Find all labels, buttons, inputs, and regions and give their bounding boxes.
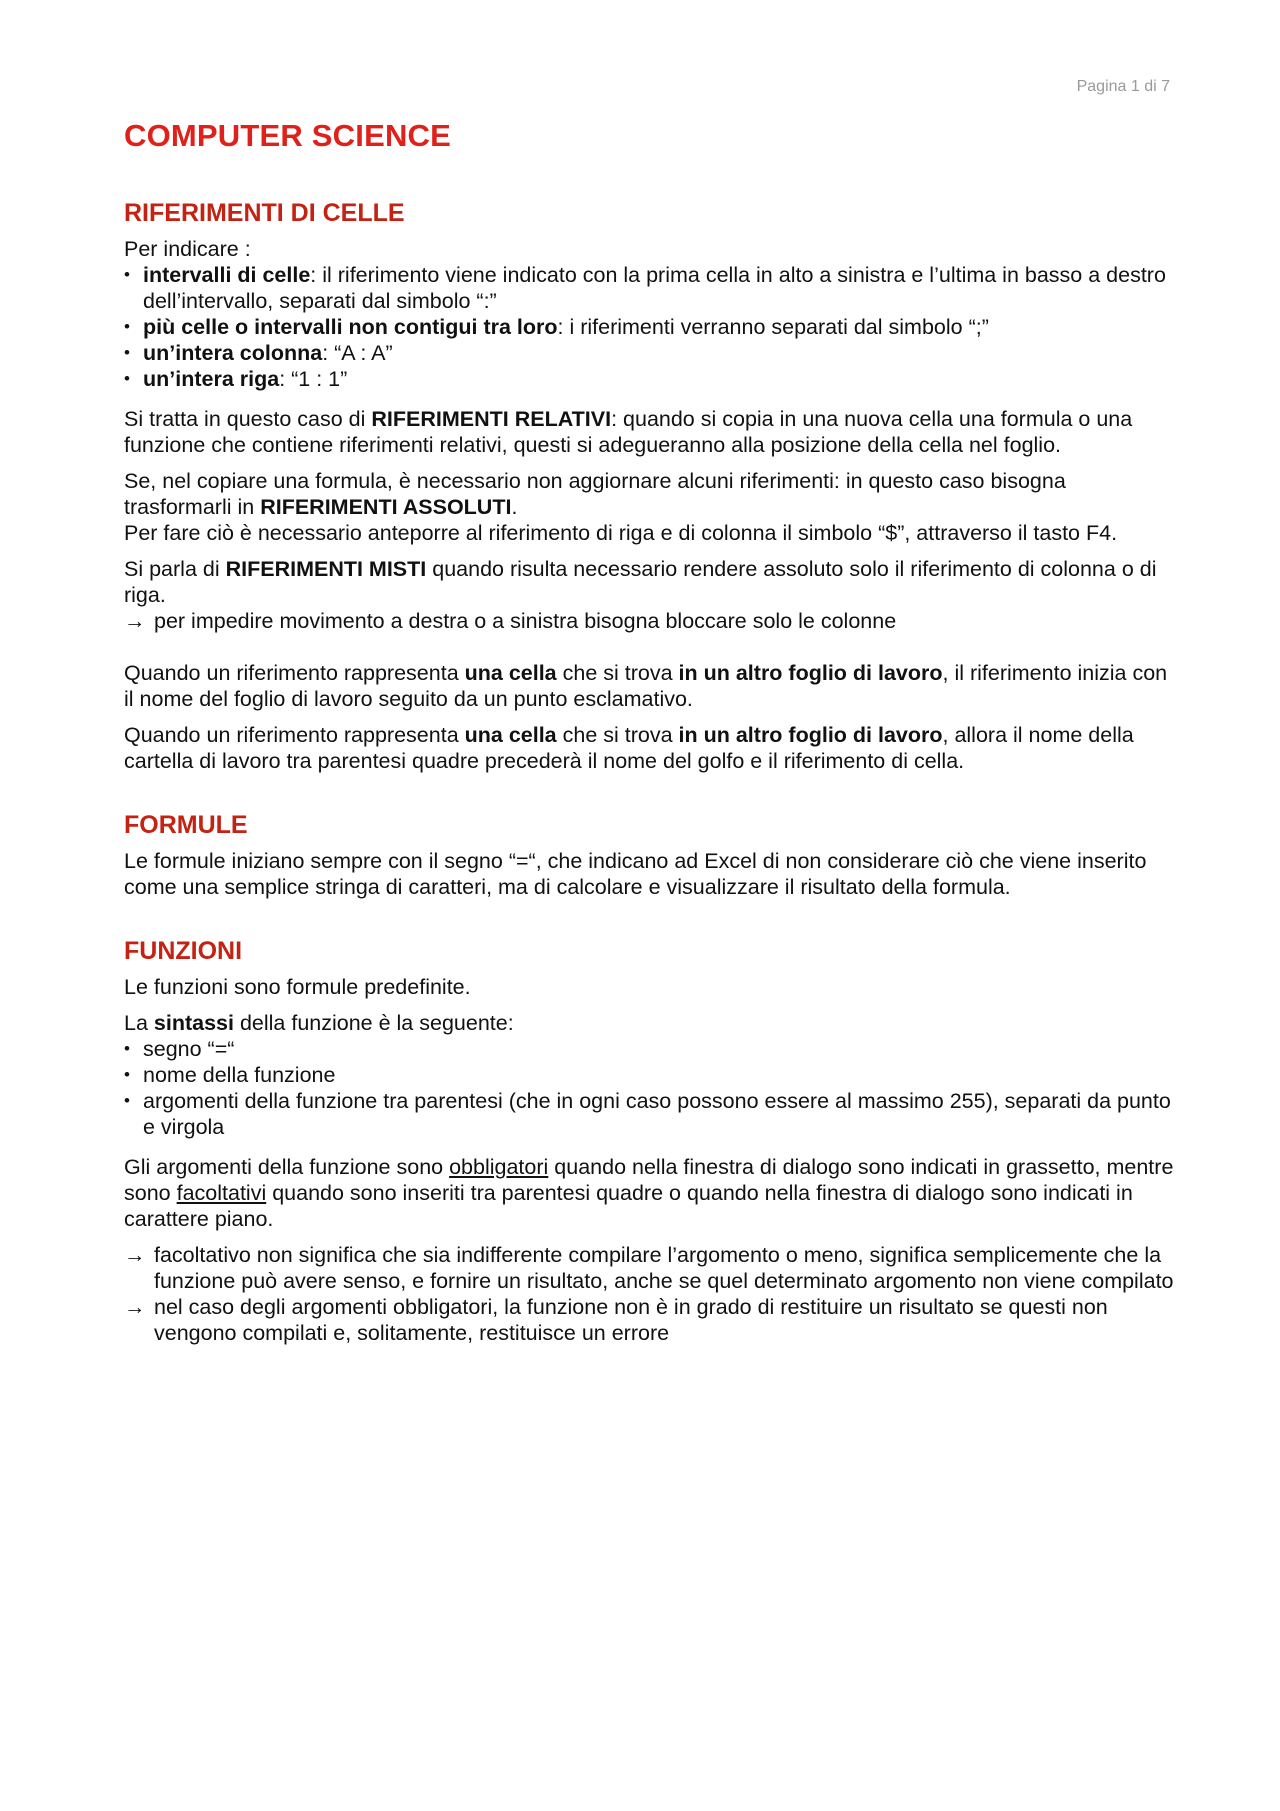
paragraph-sintassi: La sintassi della funzione è la seguente:	[124, 1011, 514, 1035]
list-item: → facoltativo non significa che sia indifferente compilare l’argomento o meno, significa semplicemente che la funzione può avere senso, e fornire un risultato, anche se quel determinato argomento non viene compilato	[124, 1243, 1174, 1293]
page-number: Pagina 1 di 7	[1076, 78, 1170, 95]
paragraph-argomenti: Gli argomenti della funzione sono obbligatori quando nella finestra di dialogo sono indicati in grassetto, mentre sono facoltativi quando sono inseriti tra parentesi quadre o quando nella finestra di dialogo sono indicati in carattere piano.	[124, 1155, 1174, 1231]
paragraph-assoluti-f4: Per fare ciò è necessario anteporre al riferimento di riga e di colonna il simbolo “$”, attraverso il tasto F4.	[124, 521, 1118, 545]
paragraph-intro: Per indicare :	[124, 237, 251, 261]
list-item: → nel caso degli argomenti obbligatori, la funzione non è in grado di restituire un risultato se questi non vengono compilati e, solitamente, restituisce un errore	[124, 1295, 1108, 1345]
arrow-right-icon: →	[124, 1295, 146, 1319]
list-item: • segno “=“	[124, 1036, 1174, 1062]
bullet-list-sintassi	[124, 1036, 1174, 1140]
paragraph-altra-cartella: Quando un riferimento rappresenta una cella che si trova in un altro foglio di lavoro, allora il nome della cartella di lavoro tra parentesi quadre precederà il nome del golfo e il riferimento di cella.	[124, 723, 1134, 773]
arrow-right-icon: →	[124, 609, 146, 633]
list-item: • più celle o intervalli non contigui tra loro: i riferimenti verranno separati dal simbolo “;”	[124, 314, 1174, 340]
paragraph-misti: Si parla di RIFERIMENTI MISTI quando risulta necessario rendere assoluto solo il riferimento di colonna o di riga.	[124, 557, 1157, 607]
bullet-list-riferimenti	[124, 262, 1174, 392]
paragraph-assoluti: Se, nel copiare una formula, è necessario non aggiornare alcuni riferimenti: in questo caso bisogna trasformarli in RIFERIMENTI ASSOLUTI.	[124, 469, 1066, 519]
section-heading-funzioni: FUNZIONI	[124, 937, 243, 965]
paragraph-altro-foglio: Quando un riferimento rappresenta una cella che si trova in un altro foglio di lavoro, il riferimento inizia con il nome del foglio di lavoro seguito da un punto esclamativo.	[124, 661, 1168, 711]
list-item: • nome della funzione	[124, 1062, 1174, 1088]
list-item: → per impedire movimento a destra o a sinistra bisogna bloccare solo le colonne	[124, 609, 897, 633]
list-item: • un’intera riga: “1 : 1”	[124, 366, 1174, 392]
document-body	[124, 200, 1174, 1346]
list-item: • argomenti della funzione tra parentesi (che in ogni caso possono essere al massimo 255), separati da punto e virgola	[124, 1088, 1174, 1140]
arrow-right-icon: →	[124, 1243, 146, 1267]
arrow-list-argomenti	[124, 1242, 1174, 1346]
arrow-list-misti	[124, 608, 1174, 634]
paragraph-funzioni-intro: Le funzioni sono formule predefinite.	[124, 975, 471, 999]
paragraph-relativi: Si tratta in questo caso di RIFERIMENTI RELATIVI: quando si copia in una nuova cella una formula o una funzione che contiene riferimenti relativi, questi si adegueranno alla posizione della cella nel foglio.	[124, 407, 1133, 457]
document-title: COMPUTER SCIENCE	[124, 118, 452, 153]
paragraph-formule: Le formule iniziano sempre con il segno “=“, che indicano ad Excel di non considerare ciò che viene inserito come una semplice stringa di caratteri, ma di calcolare e visualizzare il risultato della formula.	[124, 849, 1147, 899]
list-item: • un’intera colonna: “A : A”	[124, 340, 1174, 366]
list-item: • intervalli di celle: il riferimento viene indicato con la prima cella in alto a sinistra e l’ultima in basso a destro dell’intervallo, separati dal simbolo “:”	[124, 262, 1174, 314]
section-heading-formule: FORMULE	[124, 811, 248, 839]
section-heading-riferimenti: RIFERIMENTI DI CELLE	[124, 199, 405, 227]
